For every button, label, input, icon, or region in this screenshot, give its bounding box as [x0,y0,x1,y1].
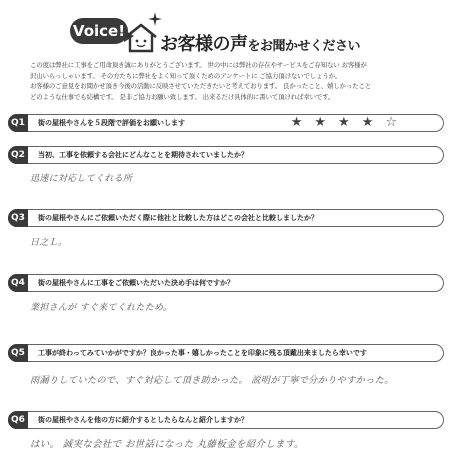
question-text: 当初、工事を依頼する会社にどんなことを期待されていましたか？ [38,151,248,159]
question-5 [8,344,444,362]
question-number: Q5 [8,344,28,362]
page-title: お客様の声をお聞かせください [160,34,361,55]
question-1 [8,114,444,132]
intro-line: お客様のご意見をお聞かせ頂き今後の活動に反映させていただきたいと考えております。 良かったこと、嬉しかったこと [30,82,372,91]
star-icon: ★ [361,115,374,130]
header [0,0,452,62]
question-bar [8,146,444,164]
star-icon: ★ [338,115,350,130]
answer-4: 業担さんが すぐ来てくれたため。 [30,303,173,313]
intro-line: この度は弊社に工事をご用命頂き誠にありがとうございます。 世の中には弊社の存在やサービスをご存知ない お客様が [30,61,367,69]
answer-2: 迅速に対応してくれる所 [30,174,133,184]
answer-6: はい。 誠実な会社で お世話になった 丸藤板金を紹介します。 [30,439,304,450]
question-text: 街の屋根やさんを５段階で評価をお願いします [38,119,185,127]
star-icon: ★ [314,115,327,130]
star-icon: ★ [290,115,303,130]
question-text: 街の屋根やさんを他の方に紹介するとしたらなんと紹介しますか？ [38,416,248,424]
question-2 [8,146,444,164]
question-bar [8,411,444,429]
question-text: 街の屋根やさんに工事をご依頼いただいた決め手は何ですか？ [38,279,234,287]
rating-stars [291,116,397,130]
intro-line: 沢山いらっしゃいます。 その方たちに弊社をよく知って頂くためのアンケートに ご協力頂けないでしょうか。 [30,71,342,80]
question-4 [8,274,444,292]
question-number: Q3 [8,209,28,227]
question-number: Q4 [8,274,28,292]
voice-label: Voice! [72,22,126,40]
question-number: Q1 [8,114,28,132]
answer-5: 雨漏りしていたので、すぐ対応して頂き助かった。 説明が丁寧で分かりやすかった。 [30,375,394,386]
question-bar [8,344,444,362]
question-number: Q2 [8,146,28,164]
intro-line: どのような仕事でも結構です。 是非ご協力お願い致します。 出来るだけ具体的に書いて頂ければ幸いです。 [30,92,335,101]
intro-text [30,60,435,102]
question-3 [8,209,444,227]
question-bar [8,274,444,292]
star-empty-icon: ☆ [385,115,397,130]
house-icon [123,20,159,56]
question-bar [8,114,444,132]
voice-badge [70,18,128,44]
question-text: 工事が終わってみていかがですか？良かった事・嬉しかったことを印象に残る頂戴出来ましたら幸いです [38,349,367,357]
question-bar [8,209,444,227]
question-text: 街の屋根やさんにご依頼いただく際に他社と比較した方はどこの会社と比較しましたか？ [38,214,318,222]
question-6 [8,411,444,429]
question-number: Q6 [8,411,28,429]
answer-3: 日之Ｌ。 [30,238,68,248]
